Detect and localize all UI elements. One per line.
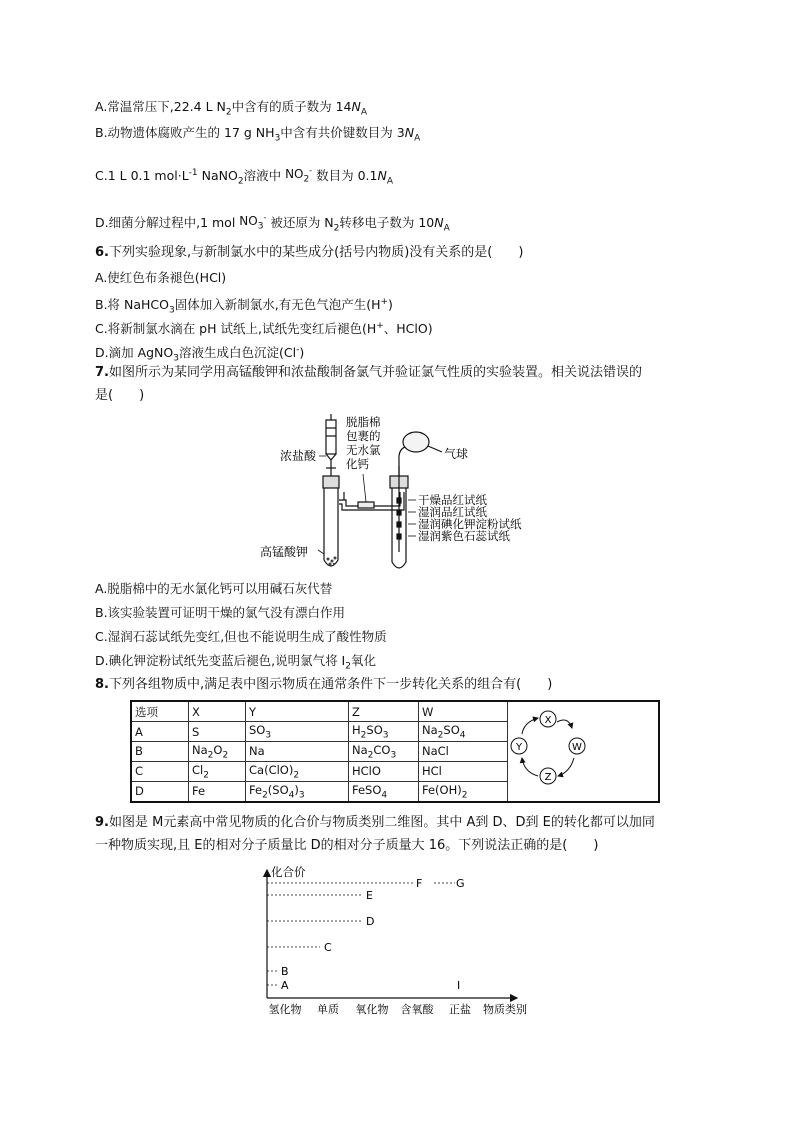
x-tick-hydride: 氢化物 <box>268 1003 302 1016</box>
q7-option-c: C.湿润石蕊试纸先变红,但也不能说明生成了酸性物质 <box>95 629 387 644</box>
x-tick-element: 单质 <box>317 1003 339 1016</box>
header-x: X <box>189 701 246 722</box>
point-b: B <box>281 965 289 978</box>
cell-option: A <box>131 722 189 742</box>
header-w: W <box>419 701 508 722</box>
q7-stem-line2: 是( ) <box>95 388 145 403</box>
q5-option-a: A.常温常压下,22.4 L $N_2$中含有的质子数为 $14N_A$ <box>95 99 368 118</box>
label-paper-4: 湿润紫色石蕊试纸 <box>418 529 510 543</box>
point-c: C <box>324 941 332 954</box>
q8-option-table <box>130 700 660 803</box>
cell-z: FeSO$_4$ <box>349 781 419 802</box>
cell-x: $Na_2O_2$ <box>189 742 246 762</box>
cell-option: D <box>131 781 189 802</box>
node-z-label: Z <box>544 772 552 783</box>
point-g: G <box>456 877 465 890</box>
arrow-y-to-x <box>522 718 538 734</box>
q6-option-b: B.将 NaHCO$_3$固体加入新制氯水,有无色气泡产生(H+) <box>95 297 393 316</box>
cell-w: HCl <box>419 761 508 781</box>
node-y-label: Y <box>515 742 523 753</box>
label-paper-3: 湿润碘化钾淀粉试纸 <box>418 517 522 531</box>
cell-w: $Fe(OH)_2$ <box>419 781 508 802</box>
q5-option-c: C.1 L 0.1 $mol\cdot L^{-1}$ NaNO$_2$溶液中 $NO_2^-$ 数目为 $0.1N_A$ <box>95 164 393 191</box>
connecting-tube <box>339 492 404 510</box>
left-test-tube <box>323 476 339 566</box>
arrow-x-to-w <box>557 720 572 728</box>
cell-option: B <box>131 742 189 762</box>
table-header-row <box>131 701 659 722</box>
header-option: 选项 <box>131 701 189 722</box>
point-i: I <box>457 979 461 992</box>
balloon <box>399 432 442 476</box>
q7-option-d: D.碘化钾淀粉试纸先变蓝后褪色,说明氯气将 $I_2$氧化 <box>95 653 376 672</box>
label-cotton-1: 脱脂棉 <box>346 415 381 429</box>
cell-x: S <box>189 722 246 742</box>
cell-y: $Fe_2(SO_4)_3$ <box>246 781 349 802</box>
cell-x: Fe <box>189 781 246 802</box>
cell-y: $Ca(ClO)_2$ <box>246 761 349 781</box>
header-z: Z <box>349 701 419 722</box>
cell-y: $SO_3$ <box>246 722 349 742</box>
q6-option-d: D.滴加 AgNO$_3$溶液生成白色沉淀(Cl-) <box>95 345 305 364</box>
x-tick-salt: 正盐 <box>449 1003 471 1016</box>
header-y: Y <box>246 701 349 722</box>
nitrate-ion: $NO_3^-$ <box>239 213 267 232</box>
cell-option: C <box>131 761 189 781</box>
label-paper-2: 湿润品红试纸 <box>418 505 487 519</box>
y-axis-label: 化合价 <box>271 865 306 879</box>
cell-z: $H_2SO_3$ <box>349 722 419 742</box>
q8-stem: 8.下列各组物质中,满足表中图示物质在通常条件下一步转化关系的组合有( ) <box>95 677 553 692</box>
label-cotton-3: 无水氯 <box>346 443 381 457</box>
cell-x: $Cl_2$ <box>189 761 246 781</box>
arrow-z-to-y <box>522 758 538 776</box>
label-cotton-4: 化钙 <box>346 457 369 471</box>
q6-option-c: C.将新制氯水滴在 pH 试纸上,试纸先变红后褪色(H+、HClO) <box>95 321 433 337</box>
point-f: F <box>416 877 423 890</box>
q5-option-d: D.细菌分解过程中,1 mol $NO_3^-$ 被还原为 $N_2$转移电子数为 $10N_A$ <box>95 211 450 238</box>
label-kmno4: 高锰酸钾 <box>260 545 309 559</box>
x-tick-oxide: 氧化物 <box>355 1003 389 1016</box>
label-cotton-2: 包裹的 <box>346 429 381 443</box>
q7-option-a: A.脱脂棉中的无水氯化钙可以用碱石灰代替 <box>95 581 333 596</box>
nitrite-ion: $NO_2^-$ <box>285 166 313 185</box>
valence-category-chart <box>255 862 545 1022</box>
q7-stem-line1: 7.如图所示为某同学用高锰酸钾和浓盐酸制备氯气并验证氯气性质的实验装置。相关说法错误的 <box>95 365 642 380</box>
cell-z: $Na_2CO_3$ <box>349 742 419 762</box>
q7-option-b: B.该实验装置可证明干燥的氯气没有漂白作用 <box>95 605 346 620</box>
q9-stem-line2: 一种物质实现,且 E的相对分子质量比 D的相对分子质量大 16。下列说法正确的是( ) <box>95 838 599 853</box>
q5-option-b: B.动物遗体腐败产生的 17 g $NH_3$中含有共价键数目为 $3N_A$ <box>95 125 421 144</box>
q6-stem: 6.下列实验现象,与新制氯水中的某些成分(括号内物质)没有关系的是( ) <box>95 245 524 260</box>
right-test-tube <box>390 466 408 568</box>
label-conc-hcl: 浓盐酸 <box>280 449 317 463</box>
point-e: E <box>366 889 373 902</box>
node-x-label: X <box>544 715 552 726</box>
cell-z: HClO <box>349 761 419 781</box>
chart-points <box>281 877 465 992</box>
x-tick-oxyacid: 含氧酸 <box>400 1003 434 1016</box>
cell-w: NaCl <box>419 742 508 762</box>
cell-y: Na <box>246 742 349 762</box>
q9-stem-line1: 9.如图是 M元素高中常见物质的化合价与物质类别二维图。其中 A到 D、D到 E的转化都可以加同 <box>95 815 655 830</box>
q6-option-a: A.使红色布条褪色(HCl) <box>95 270 227 285</box>
label-balloon: 气球 <box>444 447 469 461</box>
x-axis-label: 物质类别 <box>483 1003 527 1016</box>
dashed-guides <box>267 883 455 985</box>
apparatus-figure <box>260 412 550 574</box>
arrow-w-to-z <box>558 758 574 776</box>
cycle-diagram <box>508 702 658 798</box>
dropping-funnel <box>326 414 336 478</box>
point-a: A <box>281 979 289 992</box>
cell-w: $Na_2SO_4$ <box>419 722 508 742</box>
point-d: D <box>366 915 375 928</box>
node-w-label: W <box>572 742 582 753</box>
cycle-diagram-cell <box>508 701 660 802</box>
label-paper-1: 干燥品红试纸 <box>418 493 487 507</box>
